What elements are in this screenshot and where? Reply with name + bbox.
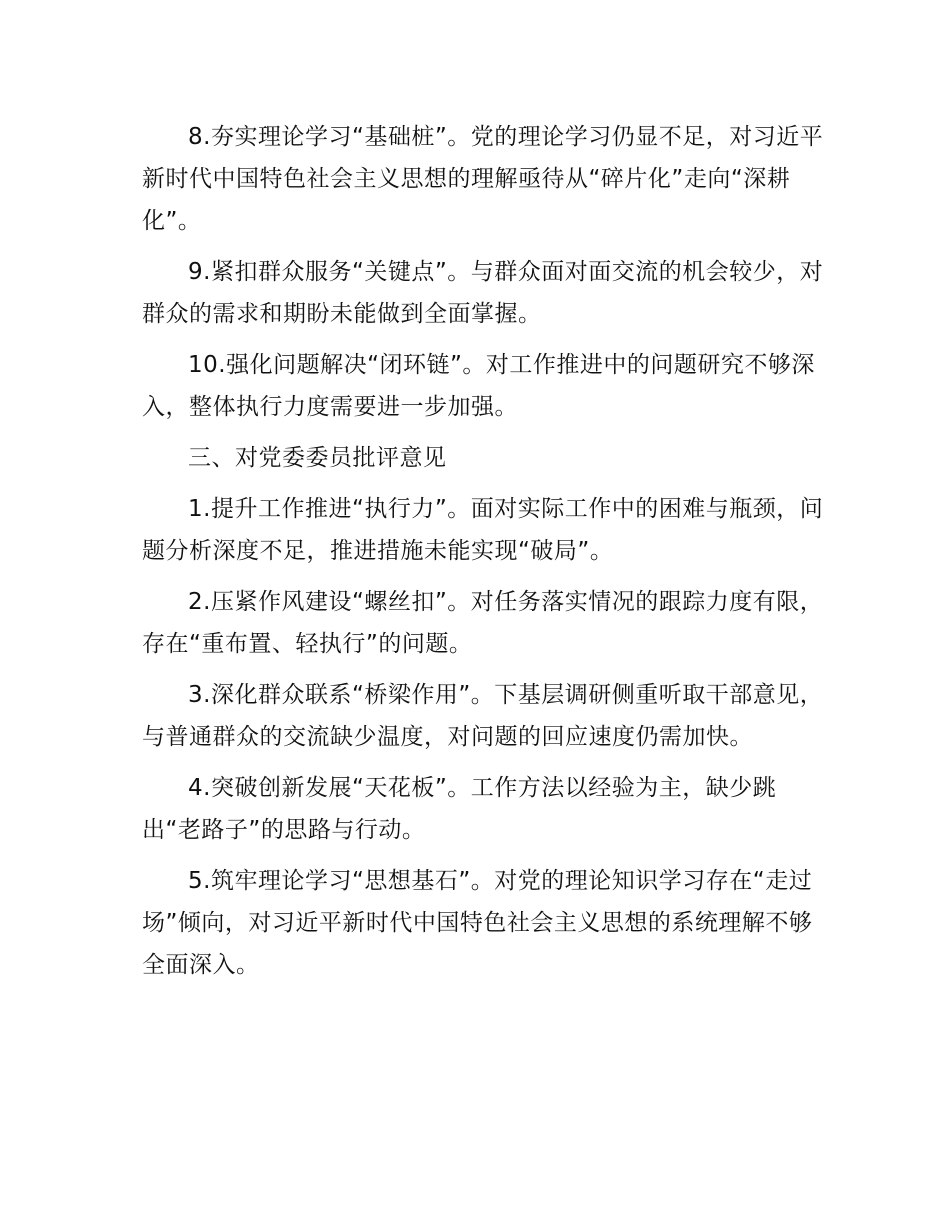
paragraph-item-4: 4.突破创新发展“天花板”。工作方法以经验为主，缺少跳出“老路子”的思路与行动。	[142, 775, 777, 843]
document-body	[142, 116, 834, 995]
paragraph-item-9: 9.紧扣群众服务“关键点”。与群众面对面交流的机会较少，对群众的需求和期盼未能做到全面掌握。	[142, 259, 824, 327]
section-heading-3: 三、对党委委员批评意见	[188, 445, 447, 471]
paragraph-item-1: 1.提升工作推进“执行力”。面对实际工作中的困难与瓶颈，问题分析深度不足，推进措施未能实现“破局”。	[142, 496, 824, 564]
paragraph-item-5: 5.筑牢理论学习“思想基石”。对党的理论知识学习存在“走过场”倾向，对习近平新时代中国特色社会主义思想的系统理解不够全面深入。	[142, 868, 813, 978]
paragraph-item-3: 3.深化群众联系“桥梁作用”。下基层调研侧重听取干部意见，与普通群众的交流缺少温度，对问题的回应速度仍需加快。	[142, 682, 824, 750]
paragraph-item-10: 10.强化问题解决“闭环链”。对工作推进中的问题研究不够深入，整体执行力度需要进一步加强。	[142, 352, 815, 420]
paragraph-item-2: 2.压紧作风建设“螺丝扣”。对任务落实情况的跟踪力度有限，存在“重布置、轻执行”的问题。	[142, 589, 824, 657]
paragraph-item-8: 8.夯实理论学习“基础桩”。党的理论学习仍显不足，对习近平新时代中国特色社会主义思想的理解亟待从“碎片化”走向“深耕化”。	[142, 124, 824, 234]
